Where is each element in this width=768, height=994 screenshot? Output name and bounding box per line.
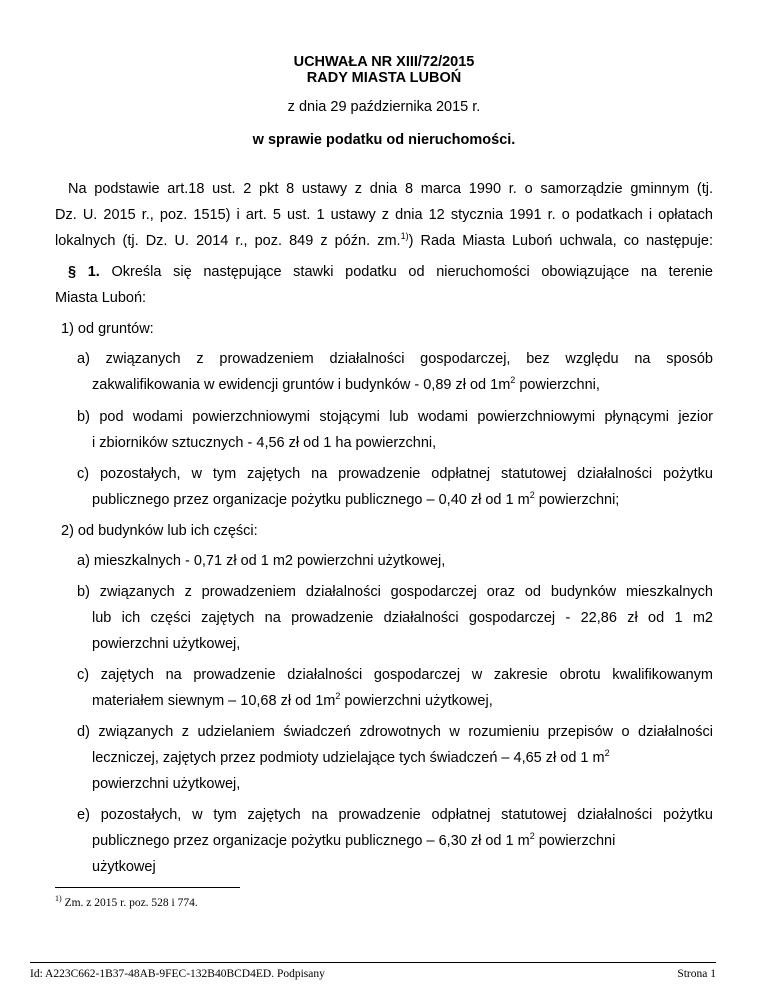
item-1-label: 1) od gruntów: [61, 321, 154, 337]
item-1b-line1: b) pod wodami powierzchniowymi stojącymi lub wodami powierzchniowymi płynącymi jezior [77, 409, 713, 425]
section1-line2: Miasta Luboń: [55, 290, 147, 306]
item-2d-line3: powierzchni użytkowej, [92, 776, 241, 792]
item-2e-line1: e) pozostałych, w tym zajętych na prowadzenie odpłatnej statutowej działalności pożytku [77, 807, 713, 823]
item-1c-line2: publicznego przez organizacje pożytku publicznego – 0,40 zł od 1 $m^2$ powierzchni; [92, 490, 620, 508]
item-2d-line1: d) związanych z udzielaniem świadczeń zdrowotnych w rozumieniu przepisów o działalności [77, 724, 713, 740]
document-title-line1: UCHWAŁA NR XIII/72/2015 [293, 54, 475, 70]
item-2c-line2: materiałem siewnym – 10,68 zł od $1m^2$ powierzchni użytkowej, [92, 691, 493, 709]
preamble-line3: lokalnych (tj. Dz. U. 2014 r., poz. 849 z późn. zm.$^{1)}$) Rada Miasta Luboń uchwala, co następuje: [55, 231, 713, 249]
item-2e-line2: publicznego przez organizacje pożytku publicznego – 6,30 zł od 1 $m^2$ powierzchni [92, 831, 616, 849]
item-1a-line1: a) związanych z prowadzeniem działalności gospodarczej, bez względu na sposób [77, 351, 713, 367]
item-2b-line3: powierzchni użytkowej, [92, 636, 241, 652]
footnote [55, 894, 198, 909]
document-title-line2: RADY MIASTA LUBOŃ [306, 70, 462, 86]
preamble-line1: Na podstawie art.18 ust. 2 pkt 8 ustawy z dnia 8 marca 1990 r. o samorządzie gminnym (tj. [68, 181, 713, 197]
footer-divider [30, 962, 716, 963]
section-label: § 1. [68, 264, 100, 280]
item-2-label: 2) od budynków lub ich części: [61, 523, 258, 539]
footnote-divider [55, 887, 240, 888]
footnote-text: Zm. z 2015 r. poz. 528 i 774. [61, 897, 198, 909]
item-1c-line1: c) pozostałych, w tym zajętych na prowadzenie odpłatnej statutowej działalności pożytku [77, 466, 713, 482]
item-2b-line1: b) związanych z prowadzeniem działalności gospodarczej oraz od budynków mieszkalnych [77, 584, 713, 600]
document-date: z dnia 29 października 2015 r. [287, 99, 481, 115]
footer-page-number: Strona 1 [677, 968, 716, 980]
item-2c-line1: c) zajętych na prowadzenie działalności gospodarczej w zakresie obrotu kwalifikowanym [77, 667, 713, 683]
footnote-marker: 1) [55, 894, 62, 903]
preamble-line2: Dz. U. 2015 r., poz. 1515) i art. 5 ust. 1 ustawy z dnia 12 stycznia 1991 r. o podatkach i opłatach [55, 207, 713, 223]
item-2e-line3: użytkowej [92, 859, 156, 875]
item-2b-line2: lub ich części zajętych na prowadzenie działalności gospodarczej - 22,86 zł od 1 m2 [92, 610, 713, 626]
item-2a-line1: a) mieszkalnych - 0,71 zł od 1 m2 powierzchni użytkowej, [77, 553, 446, 569]
item-2d-line2: leczniczej, zajętych przez podmioty udzielające tych świadczeń – 4,65 zł od 1 $m^2$ [92, 748, 610, 766]
footnote-reference: 1) [400, 231, 409, 241]
item-1a-line2: zakwalifikowania w ewidencji gruntów i budynków - 0,89 zł od $1m^2$ powierzchni, [92, 375, 600, 393]
document-subject: w sprawie podatku od nieruchomości. [252, 132, 516, 148]
footer-document-id: Id: A223C662-1B37-48AB-9FEC-132B40BCD4ED. Podpisany [30, 968, 325, 980]
section1-line1: § 1. Określa się następujące stawki podatku od nieruchomości obowiązujące na terenie [68, 264, 713, 280]
item-1b-line2: i zbiorników sztucznych - 4,56 zł od 1 ha powierzchni, [92, 435, 437, 451]
